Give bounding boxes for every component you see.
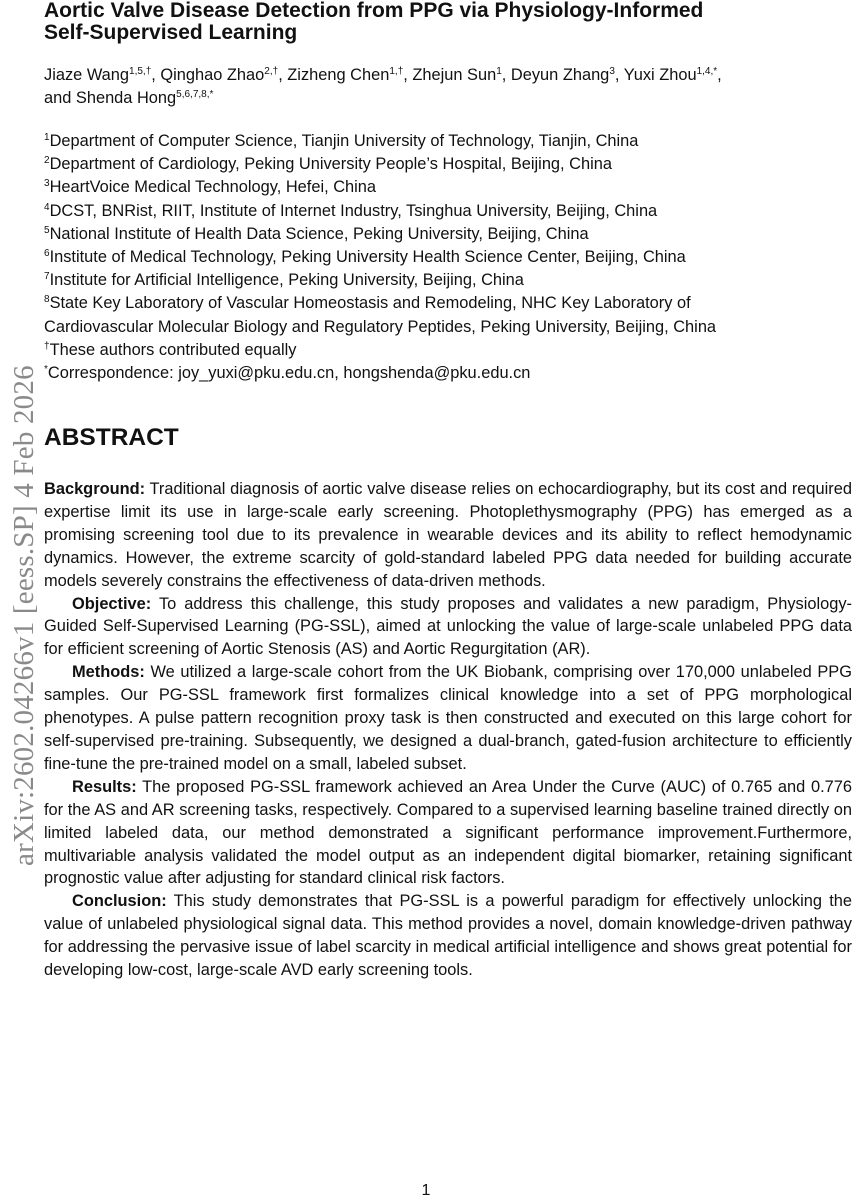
affiliation-text: Institute of Medical Technology, Peking University Health Science Center, Beijing, China <box>49 248 686 267</box>
author-line-2 <box>44 87 844 110</box>
abstract-paragraph <box>44 593 852 662</box>
author-sep: , <box>614 66 624 84</box>
affiliation <box>44 223 844 246</box>
affiliation <box>44 316 844 339</box>
affiliation-list <box>44 130 844 385</box>
author: Shenda Hong <box>75 89 177 107</box>
arxiv-id: arXiv:2602.04266v1 [eess.SP] 4 Feb 2026 <box>8 365 40 866</box>
abstract-paragraph <box>44 478 852 593</box>
abstract-label: Objective: <box>72 594 152 613</box>
affiliation-sup: 2 <box>44 155 50 167</box>
affiliation-sup: * <box>44 364 48 376</box>
abstract-paragraph <box>44 890 852 982</box>
affiliation-sup: 8 <box>44 294 50 306</box>
author-sup: 1,4,* <box>696 66 718 77</box>
affiliation-sup: 3 <box>44 178 50 190</box>
author-sup: 1 <box>496 66 502 77</box>
abstract-text: To address this challenge, this study proposes and validates a new paradigm, Physiology-Guided Self-Supervised Learning (PG-SSL), aimed at unlocking the value of large-scale unlabeled PPG data for efficient screening of Aortic Stenosis (AS) and Aortic Regurgitation (AR). <box>44 594 852 659</box>
author-and: and <box>44 89 76 107</box>
affiliation <box>44 153 844 176</box>
abstract-text: This study demonstrates that PG-SSL is a powerful paradigm for effectively unlocking the value of unlabeled physiological signal data. This method provides a novel, domain knowledge-driven pathway for addressing the pervasive issue of label scarcity in medical artificial intelligence and shows great potential for developing low-cost, large-scale AVD early screening tools. <box>44 892 852 980</box>
author-sup: 2,† <box>264 66 279 77</box>
author-sep: , <box>717 66 722 84</box>
affiliation <box>44 176 844 199</box>
author-sep: , <box>278 66 288 84</box>
affiliation <box>44 246 844 269</box>
author: Jiaze Wang <box>44 66 130 84</box>
affiliation <box>44 130 844 153</box>
affiliation-sup: 7 <box>44 271 50 283</box>
author-sup: 5,6,7,8,* <box>176 89 214 100</box>
correspondence-note <box>44 362 844 385</box>
author-sup: 3 <box>609 66 615 77</box>
affiliation-text: Cardiovascular Molecular Biology and Regulatory Peptides, Peking University, Beijing, China <box>44 317 717 336</box>
affiliation-text: National Institute of Health Data Science, Peking University, Beijing, China <box>49 224 589 243</box>
abstract-heading: ABSTRACT <box>44 424 179 451</box>
author: Zizheng Chen <box>287 66 390 84</box>
affiliation-note <box>44 339 844 362</box>
abstract-paragraph <box>44 776 852 891</box>
affiliation-text: DCST, BNRist, RIIT, Institute of Internet Industry, Tsinghua University, Beijing, China <box>49 201 658 220</box>
affiliation <box>44 200 844 223</box>
title-line-1: Aortic Valve Disease Detection from PPG via Physiology-Informed <box>44 0 704 22</box>
affiliation-text: HeartVoice Medical Technology, Hefei, China <box>49 178 377 197</box>
abstract-label: Conclusion: <box>72 892 167 911</box>
affiliation-text: Department of Computer Science, Tianjin University of Technology, Tianjin, China <box>49 132 639 150</box>
title-line-2: Self-Supervised Learning <box>44 21 298 44</box>
affiliation-sup: 1 <box>44 132 50 143</box>
affiliation-sup: 5 <box>44 224 50 236</box>
affiliation-sup: 4 <box>44 201 50 213</box>
author: Yuxi Zhou <box>623 66 697 84</box>
author-line-1 <box>44 64 844 87</box>
affiliation-text: These authors contributed equally <box>49 340 297 359</box>
author-list <box>44 64 844 110</box>
abstract-body <box>44 478 852 982</box>
abstract-text: Traditional diagnosis of aortic valve disease relies on echocardiography, but its cost and required expertise limit its use in large-scale early screening. Photoplethysmography (PPG) has emerged as a promising screening tool due to its prevalence in wearable devices and its ability to reflect hemodynamic dynamics. However, the extreme scarcity of gold-standard labeled PPG data needed for building accurate models severely constrains the effectiveness of data-driven methods. <box>44 480 852 590</box>
affiliation-text: Correspondence: joy_yuxi@pku.edu.cn, hongshenda@pku.edu.cn <box>47 364 531 383</box>
affiliation-text: Department of Cardiology, Peking University People’s Hospital, Beijing, China <box>49 155 612 174</box>
author-sep: , <box>501 66 511 84</box>
affiliation <box>44 292 844 315</box>
author-sep: , <box>151 66 161 84</box>
author-sup: 1,5,† <box>129 66 152 77</box>
abstract-text: The proposed PG-SSL framework achieved an Area Under the Curve (AUC) of 0.765 and 0.776 for the AS and AR screening tasks, respectively. Compared to a supervised learning baseline trained directly on limited labeled data, our method demonstrated a significant performance improvement.Furthermore, multivariable analysis validated the model output as an independent digital biomarker, retaining significant prognostic value after adjusting for standard clinical risk factors. <box>44 777 852 888</box>
affiliation-text: Institute for Artificial Intelligence, Peking University, Beijing, China <box>49 271 524 290</box>
page-number: 1 <box>421 1182 431 1199</box>
author-sep: , <box>403 66 413 84</box>
affiliation-text: State Key Laboratory of Vascular Homeostasis and Remodeling, NHC Key Laboratory of <box>49 294 691 313</box>
affiliation <box>44 269 844 292</box>
author: Qinghao Zhao <box>160 66 265 84</box>
abstract-text: We utilized a large-scale cohort from the UK Biobank, comprising over 170,000 unlabeled PPG samples. Our PG-SSL framework first formalizes clinical knowledge into a set of PPG morphological phenotypes. A pulse pattern recognition proxy task is then constructed and executed on this large cohort for self-supervised pre-training. Subsequently, we designed a dual-branch, gated-fusion architecture to efficiently fine-tune the pre-trained model on a small, labeled subset. <box>44 663 852 773</box>
author-sup: 1,† <box>389 66 404 77</box>
abstract-paragraph <box>44 661 852 776</box>
abstract-label: Results: <box>72 777 137 796</box>
author: Zhejun Sun <box>412 66 497 84</box>
abstract-label: Methods: <box>72 663 145 682</box>
paper-title <box>44 0 834 44</box>
author: Deyun Zhang <box>510 66 610 84</box>
abstract-label: Background: <box>44 480 146 498</box>
affiliation-sup: † <box>44 340 50 352</box>
affiliation-sup: 6 <box>44 248 50 260</box>
